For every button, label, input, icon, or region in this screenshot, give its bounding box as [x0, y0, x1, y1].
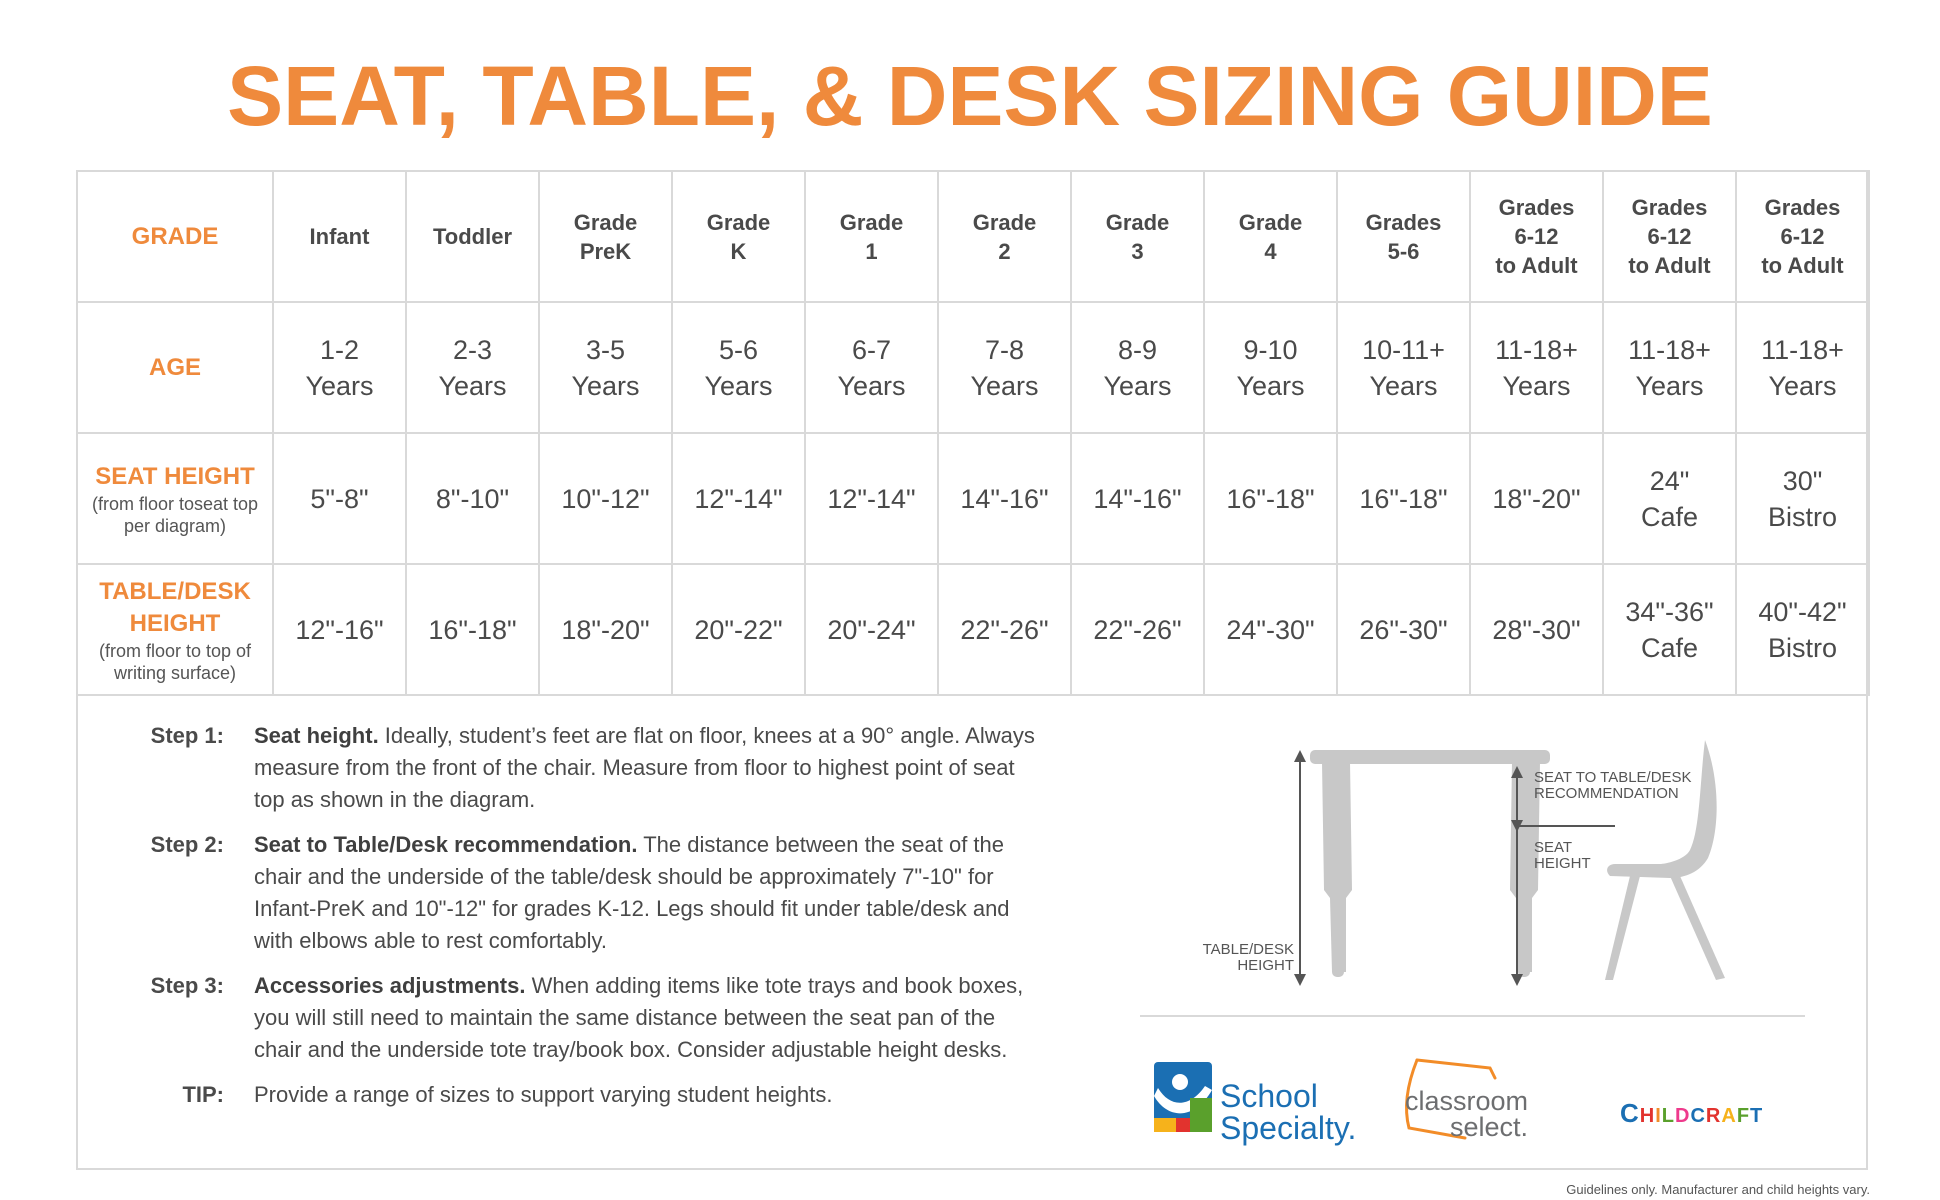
- table-cell: [1337, 433, 1470, 564]
- table-cell: [672, 433, 805, 564]
- childcraft-logo: [1620, 1098, 1763, 1129]
- cell-text: 18"-20": [561, 614, 650, 645]
- table-cell: [1204, 564, 1337, 695]
- cell-text: 12"-16": [295, 614, 384, 645]
- cell-text: 7-8: [984, 334, 1025, 365]
- cell-text: Years: [1768, 370, 1837, 401]
- table-cell: [1337, 171, 1470, 302]
- table-cell: [273, 433, 406, 564]
- step-text: When adding items like tote trays and book boxes, you will still need to maintain the same distance between the seat pan of the chair and the underside tote tray/book box. Consider adjustable height desks.: [254, 973, 1024, 1062]
- cell-text: Years: [571, 370, 640, 401]
- cell-text: Grade: [1238, 209, 1303, 235]
- row-label: SEAT HEIGHT: [95, 462, 255, 490]
- cell-text: 6-12: [1647, 224, 1692, 249]
- cell-text: 1-2: [319, 334, 360, 365]
- cell-text: Years: [438, 370, 507, 401]
- table-cell: [539, 171, 672, 302]
- cell-text: Infant: [309, 224, 370, 249]
- table-cell: [1337, 302, 1470, 433]
- cell-text: 11-18+: [1495, 334, 1578, 365]
- childcraft-letter: R: [1705, 1105, 1722, 1127]
- step-text: Provide a range of sizes to support varying student heights.: [254, 1082, 833, 1107]
- step-body: [254, 1079, 1044, 1111]
- cell-text: 22"-26": [1093, 614, 1182, 645]
- cell-text: 4: [1264, 238, 1277, 264]
- cell-text: 16"-18": [1359, 483, 1448, 514]
- childcraft-letter: C: [1620, 1098, 1640, 1128]
- table-cell: [273, 302, 406, 433]
- table-cell: [1736, 564, 1869, 695]
- cell-text: Grades: [1365, 209, 1442, 235]
- cell-text: 5-6: [718, 334, 759, 365]
- cell-text: Grade: [573, 209, 638, 235]
- cell-text: Toddler: [432, 224, 513, 249]
- table-cell: [938, 564, 1071, 695]
- cell-text: 34"-36": [1625, 596, 1714, 627]
- cell-text: 5-6: [1387, 238, 1420, 264]
- row-label: GRADE: [131, 222, 219, 250]
- cell-text: Bistro: [1767, 501, 1838, 532]
- cell-text: 16"-18": [1226, 483, 1315, 514]
- cell-text: 40"-42": [1758, 596, 1847, 627]
- cell-text: 6-12: [1514, 224, 1559, 249]
- school-specialty-logo-icon: [1150, 1058, 1220, 1148]
- table-cell: [273, 564, 406, 695]
- step-text: The distance between the seat of the chair and the underside of the table/desk should be approximately 7"-10" for Infant-PreK and 10"-12" for grades K-12. Legs should fit under table/desk and with elbows able to rest comfortably.: [254, 832, 1010, 953]
- cell-text: Years: [305, 370, 374, 401]
- table-cell: [1470, 171, 1603, 302]
- table-cell: [805, 302, 938, 433]
- table-cell: [1071, 171, 1204, 302]
- table-cell: [672, 171, 805, 302]
- step-heading: Seat height.: [254, 723, 379, 748]
- cell-text: 8"-10": [435, 483, 510, 514]
- cell-text: 20"-22": [694, 614, 783, 645]
- cell-text: to Adult: [1761, 253, 1844, 278]
- table-cell: [1603, 171, 1736, 302]
- cell-text: 22"-26": [960, 614, 1049, 645]
- table-cell: [805, 171, 938, 302]
- row-label: AGE: [148, 353, 201, 381]
- cell-text: 1: [865, 238, 878, 264]
- table-cell: [672, 302, 805, 433]
- cell-text: 8-9: [1117, 334, 1158, 365]
- table-cell: [539, 564, 672, 695]
- childcraft-letter: T: [1750, 1105, 1764, 1127]
- step-key: Step 3:: [150, 973, 224, 998]
- cell-text: 14"-16": [1093, 483, 1182, 514]
- seat-height-label: SEAT HEIGHT: [1534, 839, 1591, 872]
- cell-text: 3: [1131, 238, 1144, 264]
- row-label-cell: [77, 564, 273, 695]
- childcraft-letter: L: [1661, 1105, 1676, 1127]
- cell-text: 10"-12": [561, 483, 650, 514]
- table-cell: [1470, 302, 1603, 433]
- cell-text: Years: [1502, 370, 1571, 401]
- cell-text: K: [730, 238, 747, 264]
- table-row: [77, 171, 1869, 302]
- table-cell: [1736, 171, 1869, 302]
- table-cell: [1071, 433, 1204, 564]
- cell-text: Years: [1236, 370, 1305, 401]
- table-cell: [1204, 171, 1337, 302]
- sizing-table: [76, 170, 1870, 696]
- step-text: Ideally, student’s feet are flat on floor, knees at a 90° angle. Always measure from the front of the chair. Measure from floor to highest point of seat top as shown in the diagram.: [254, 723, 1035, 812]
- childcraft-letter: F: [1736, 1105, 1751, 1127]
- brand-logos: [1150, 1050, 1790, 1150]
- page-title: SEAT, TABLE, & DESK SIZING GUIDE: [227, 49, 1713, 143]
- step-body: [254, 970, 1044, 1066]
- seat-to-table-label: SEAT TO TABLE/DESK RECOMMENDATION: [1534, 769, 1692, 802]
- table-cell: [1071, 564, 1204, 695]
- table-cell: [1470, 433, 1603, 564]
- childcraft-letter: A: [1721, 1105, 1737, 1127]
- cell-text: 26"-30": [1359, 614, 1448, 645]
- cell-text: Grades: [1498, 195, 1575, 220]
- table-cell: [1071, 302, 1204, 433]
- cell-text: Grade: [1105, 209, 1170, 235]
- table-cell: [406, 564, 539, 695]
- table-cell: [539, 433, 672, 564]
- cell-text: 28"-30": [1492, 614, 1581, 645]
- table-cell: [1736, 433, 1869, 564]
- table-cell: [406, 302, 539, 433]
- table-cell: [805, 564, 938, 695]
- table-cell: [938, 171, 1071, 302]
- step-item: [150, 720, 1060, 816]
- classroom-select-logo-text: classroom select.: [1405, 1086, 1529, 1142]
- cell-text: 20"-24": [827, 614, 916, 645]
- table-row: [77, 564, 1869, 695]
- cell-text: Years: [1635, 370, 1704, 401]
- table-illustration: [1310, 750, 1550, 977]
- cell-text: to Adult: [1495, 253, 1578, 278]
- childcraft-letter: D: [1675, 1105, 1691, 1127]
- cell-text: Grade: [972, 209, 1037, 235]
- cell-text: Years: [704, 370, 773, 401]
- cell-text: 6-12: [1780, 224, 1825, 249]
- cell-text: Years: [970, 370, 1039, 401]
- cell-text: 18"-20": [1492, 483, 1581, 514]
- row-sublabel: (from floor to top of writing surface): [98, 640, 252, 683]
- table-cell: [805, 433, 938, 564]
- cell-text: Grades: [1764, 195, 1841, 220]
- cell-text: 2: [998, 238, 1011, 264]
- row-label-cell: [77, 433, 273, 564]
- step-body: [254, 720, 1044, 816]
- cell-text: Years: [1369, 370, 1438, 401]
- table-cell: [938, 302, 1071, 433]
- cell-text: Grades: [1631, 195, 1708, 220]
- table-height-label: TABLE/DESK HEIGHT: [1202, 941, 1294, 974]
- cell-text: 12"-14": [827, 483, 916, 514]
- cell-text: 3-5: [585, 334, 626, 365]
- table-cell: [273, 171, 406, 302]
- cell-text: Cafe: [1640, 501, 1699, 532]
- row-sublabel: (from floor toseat top per diagram): [91, 493, 259, 536]
- table-cell: [406, 171, 539, 302]
- cell-text: 24"-30": [1226, 614, 1315, 645]
- cell-text: 10-11+: [1362, 334, 1445, 365]
- table-cell: [1337, 564, 1470, 695]
- cell-text: Years: [837, 370, 906, 401]
- step-key: TIP:: [182, 1082, 224, 1107]
- step-item: [150, 829, 1060, 957]
- section-divider: [1140, 1015, 1805, 1017]
- sizing-diagram: [1160, 740, 1800, 1010]
- step-item: [150, 1079, 1060, 1111]
- table-row: [77, 302, 1869, 433]
- cell-text: 11-18+: [1761, 334, 1844, 365]
- step-key: Step 1:: [150, 723, 224, 748]
- cell-text: 11-18+: [1628, 334, 1711, 365]
- row-label-cell: [77, 171, 273, 302]
- cell-text: 14"-16": [960, 483, 1049, 514]
- childcraft-letter: I: [1655, 1105, 1662, 1127]
- cell-text: 2-3: [452, 334, 493, 365]
- school-specialty-logo-text: School Specialty.: [1220, 1078, 1357, 1146]
- step-key: Step 2:: [150, 832, 224, 857]
- childcraft-letter: C: [1690, 1105, 1706, 1127]
- cell-text: PreK: [579, 238, 632, 264]
- table-cell: [1736, 302, 1869, 433]
- cell-text: 5"-8": [310, 483, 369, 514]
- table-cell: [406, 433, 539, 564]
- cell-text: Grade: [839, 209, 904, 235]
- table-row: [77, 433, 1869, 564]
- step-item: [150, 970, 1060, 1066]
- step-heading: Seat to Table/Desk recommendation.: [254, 832, 638, 857]
- step-heading: Accessories adjustments.: [254, 973, 526, 998]
- cell-text: 16"-18": [428, 614, 517, 645]
- cell-text: Cafe: [1640, 632, 1699, 663]
- cell-text: Grade: [706, 209, 771, 235]
- childcraft-letter: H: [1639, 1105, 1656, 1127]
- cell-text: to Adult: [1628, 253, 1711, 278]
- table-cell: [539, 302, 672, 433]
- table-cell: [1204, 302, 1337, 433]
- table-cell: [672, 564, 805, 695]
- table-cell: [1204, 433, 1337, 564]
- row-label: TABLE/DESK HEIGHT: [99, 577, 251, 637]
- cell-text: 24": [1649, 465, 1690, 496]
- cell-text: 6-7: [851, 334, 892, 365]
- cell-text: 30": [1782, 465, 1823, 496]
- table-cell: [1603, 302, 1736, 433]
- cell-text: Years: [1103, 370, 1172, 401]
- step-body: [254, 829, 1044, 957]
- cell-text: 9-10: [1243, 334, 1298, 365]
- row-label-cell: [77, 302, 273, 433]
- steps-list: [150, 720, 1060, 1124]
- table-cell: [1603, 433, 1736, 564]
- footnote: Guidelines only. Manufacturer and child heights vary.: [1566, 1182, 1870, 1197]
- table-cell: [1470, 564, 1603, 695]
- cell-text: 12"-14": [694, 483, 783, 514]
- table-cell: [1603, 564, 1736, 695]
- table-cell: [938, 433, 1071, 564]
- cell-text: Bistro: [1767, 632, 1838, 663]
